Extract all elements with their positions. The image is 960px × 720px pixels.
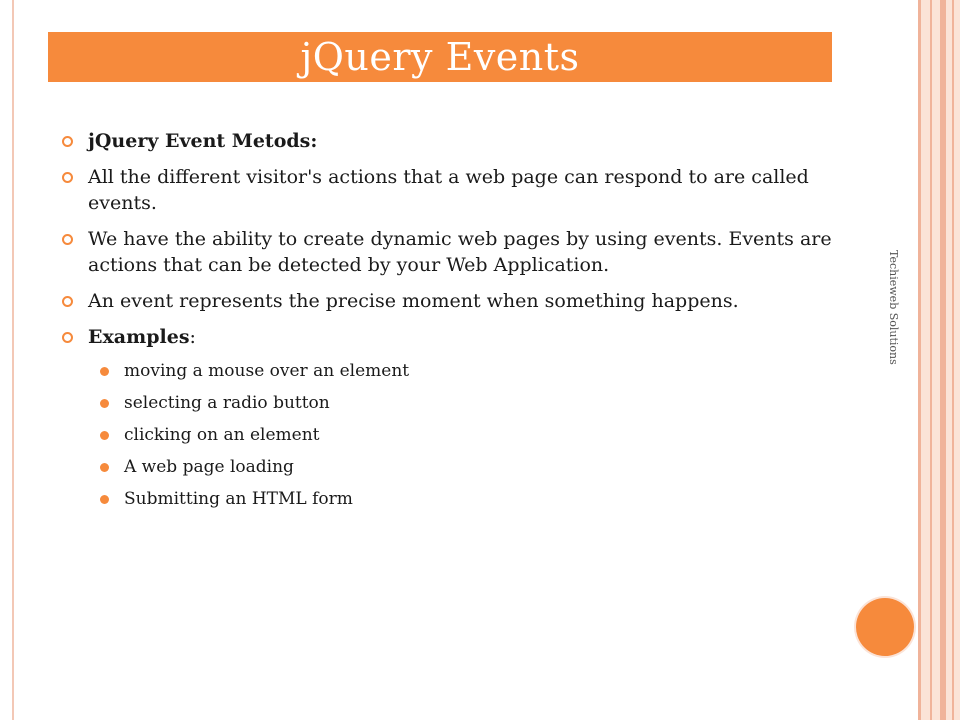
side-footer-label: Techieweb Solutions xyxy=(887,250,900,365)
bullet-text-rest: : xyxy=(189,326,196,348)
example-text: A web page loading xyxy=(124,457,294,477)
bullet-item xyxy=(62,128,832,154)
example-item xyxy=(62,424,832,446)
dot-bullet-icon xyxy=(100,431,109,440)
example-text: selecting a radio button xyxy=(124,393,330,413)
bullet-item xyxy=(62,226,832,278)
example-item xyxy=(62,392,832,414)
right-decorative-stripes xyxy=(918,0,960,720)
example-item xyxy=(62,360,832,382)
bullet-item xyxy=(62,164,832,216)
example-text: Submitting an HTML form xyxy=(124,489,353,509)
bullet-text: jQuery Event Metods: xyxy=(88,130,318,152)
stripe xyxy=(930,0,932,720)
example-text: moving a mouse over an element xyxy=(124,361,410,381)
dot-bullet-icon xyxy=(100,495,109,504)
stripe xyxy=(918,0,921,720)
bullet-text: All the different visitor's actions that a web page can respond to are called events. xyxy=(88,166,809,214)
left-border-line xyxy=(12,0,14,720)
dot-bullet-icon xyxy=(100,367,109,376)
orange-circle-decoration xyxy=(856,598,914,656)
bullet-text-bold: Examples xyxy=(88,326,190,348)
ring-bullet-icon xyxy=(62,332,73,343)
ring-bullet-icon xyxy=(62,172,73,183)
bullet-text: An event represents the precise moment when something happens. xyxy=(88,290,739,312)
slide-title: jQuery Events xyxy=(300,35,580,79)
slide-content xyxy=(62,128,832,520)
dot-bullet-icon xyxy=(100,399,109,408)
ring-bullet-icon xyxy=(62,234,73,245)
ring-bullet-icon xyxy=(62,296,73,307)
ring-bullet-icon xyxy=(62,136,73,147)
bullet-item xyxy=(62,324,832,350)
dot-bullet-icon xyxy=(100,463,109,472)
example-item xyxy=(62,456,832,478)
bullet-text: We have the ability to create dynamic web pages by using events. Events are actions that can be detected by your Web Application. xyxy=(88,228,832,276)
stripe xyxy=(952,0,954,720)
example-text: clicking on an element xyxy=(124,425,320,445)
stripe xyxy=(940,0,946,720)
bullet-item xyxy=(62,288,832,314)
example-item xyxy=(62,488,832,510)
title-bar xyxy=(48,32,832,82)
